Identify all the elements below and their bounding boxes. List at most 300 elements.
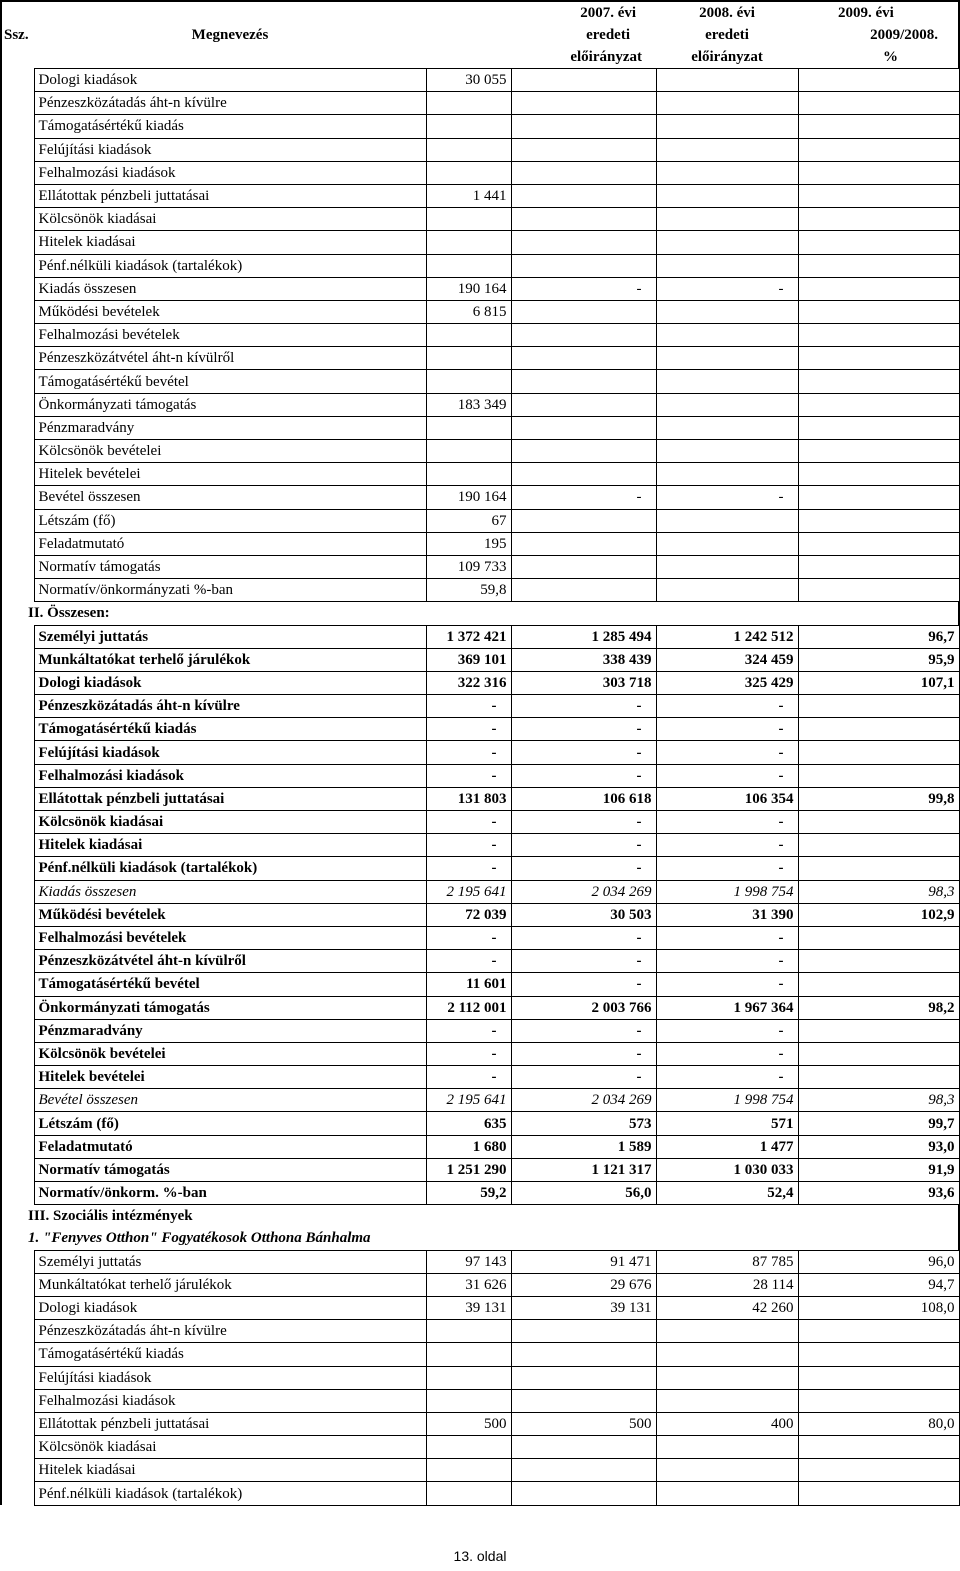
value-pct: 99,7: [798, 1112, 959, 1135]
value-pct: [798, 184, 959, 207]
subsection-title: 1. "Fenyves Otthon" Fogyatékosok Otthona Bánhalma: [1, 1227, 959, 1250]
table-row: [1, 671, 959, 694]
row-index: [1, 208, 34, 231]
table-row: [1, 509, 959, 532]
row-label: Ellátottak pénzbeli juttatásai: [34, 1412, 426, 1435]
row-index: [1, 648, 34, 671]
row-label: Normatív/önkorm. %-ban: [34, 1182, 426, 1205]
value-2009: [656, 1343, 798, 1366]
value-2008: [511, 324, 656, 347]
value-2009: [656, 440, 798, 463]
value-2008: 106 618: [511, 787, 656, 810]
value-2008: [511, 347, 656, 370]
value-pct: [798, 463, 959, 486]
row-label: Ellátottak pénzbeli juttatásai: [34, 787, 426, 810]
value-2007: 369 101: [426, 648, 511, 671]
row-label: Pénf.nélküli kiadások (tartalékok): [34, 1482, 426, 1505]
value-2009: [656, 300, 798, 323]
value-2007: -: [426, 926, 511, 949]
value-2009: [656, 1366, 798, 1389]
row-index: [1, 115, 34, 138]
row-index: [1, 1158, 34, 1181]
row-index: [1, 926, 34, 949]
value-2007: [426, 92, 511, 115]
header-2007-line3: előirányzat: [570, 49, 643, 65]
row-label: Személyi juttatás: [34, 625, 426, 648]
value-2007: [426, 1459, 511, 1482]
table-row: [1, 393, 959, 416]
table-row: [1, 718, 959, 741]
value-2009: -: [656, 857, 798, 880]
value-pct: [798, 231, 959, 254]
value-2007: 322 316: [426, 671, 511, 694]
row-index: [1, 1112, 34, 1135]
row-index: [1, 254, 34, 277]
table-row: [1, 1089, 959, 1112]
value-pct: [798, 926, 959, 949]
value-2007: -: [426, 1019, 511, 1042]
row-label: Feladatmutató: [34, 532, 426, 555]
value-2009: 1 967 364: [656, 996, 798, 1019]
value-2007: 195: [426, 532, 511, 555]
value-2008: 500: [511, 1412, 656, 1435]
header-megnevezes: Megnevezés: [34, 1, 426, 69]
value-2008: 39 131: [511, 1296, 656, 1319]
value-2007: [426, 463, 511, 486]
value-2007: [426, 115, 511, 138]
table-row: [1, 324, 959, 347]
value-2009: -: [656, 811, 798, 834]
value-pct: [798, 973, 959, 996]
value-2008: -: [511, 973, 656, 996]
row-index: [1, 184, 34, 207]
value-pct: [798, 254, 959, 277]
value-pct: 98,2: [798, 996, 959, 1019]
row-label: Felújítási kiadások: [34, 1366, 426, 1389]
value-2009: -: [656, 1019, 798, 1042]
value-2008: [511, 184, 656, 207]
value-pct: [798, 1459, 959, 1482]
table-row: [1, 1227, 959, 1250]
row-label: Dologi kiadások: [34, 1296, 426, 1319]
table-row: [1, 138, 959, 161]
value-2007: 183 349: [426, 393, 511, 416]
value-2009: 1 998 754: [656, 1089, 798, 1112]
row-index: [1, 857, 34, 880]
row-label: Pénzeszközátadás áht-n kívülre: [34, 92, 426, 115]
value-pct: [798, 486, 959, 509]
table-row: [1, 764, 959, 787]
value-2007: 31 626: [426, 1273, 511, 1296]
value-pct: [798, 857, 959, 880]
value-2008: -: [511, 857, 656, 880]
header-2007-line1: 2007. évi: [426, 1, 656, 24]
value-2008: 1 589: [511, 1135, 656, 1158]
table-row: [1, 300, 959, 323]
row-label: Önkormányzati támogatás: [34, 996, 426, 1019]
value-pct: [798, 532, 959, 555]
section-title: III. Szociális intézmények: [1, 1205, 959, 1228]
value-2007: [426, 347, 511, 370]
value-2008: 1 121 317: [511, 1158, 656, 1181]
value-2007: 59,8: [426, 579, 511, 602]
value-2007: 6 815: [426, 300, 511, 323]
row-label: Ellátottak pénzbeli juttatásai: [34, 184, 426, 207]
value-2009: -: [656, 486, 798, 509]
row-index: [1, 1412, 34, 1435]
row-label: Pénzeszközátvétel áht-n kívülről: [34, 950, 426, 973]
row-label: Pénf.nélküli kiadások (tartalékok): [34, 254, 426, 277]
table-row: [1, 1412, 959, 1435]
table-row: [1, 996, 959, 1019]
row-index: [1, 416, 34, 439]
value-2009: -: [656, 695, 798, 718]
value-pct: [798, 115, 959, 138]
row-label: Működési bevételek: [34, 300, 426, 323]
value-2007: [426, 324, 511, 347]
row-index: [1, 92, 34, 115]
row-index: [1, 300, 34, 323]
value-2007: 67: [426, 509, 511, 532]
value-pct: [798, 1343, 959, 1366]
row-index: [1, 579, 34, 602]
value-2008: 2 034 269: [511, 1089, 656, 1112]
value-2007: 635: [426, 1112, 511, 1135]
value-2009: 1 477: [656, 1135, 798, 1158]
value-2007: 190 164: [426, 486, 511, 509]
row-label: Hitelek bevételei: [34, 1066, 426, 1089]
value-2007: 1 441: [426, 184, 511, 207]
value-2009: [656, 463, 798, 486]
value-2007: [426, 1482, 511, 1505]
value-2009: [656, 231, 798, 254]
value-pct: [798, 440, 959, 463]
table-row: [1, 231, 959, 254]
value-2008: [511, 208, 656, 231]
row-label: Felhalmozási kiadások: [34, 764, 426, 787]
value-2009: [656, 138, 798, 161]
value-2008: -: [511, 718, 656, 741]
row-label: Felhalmozási kiadások: [34, 161, 426, 184]
header-2008-line3: előirányzat: [691, 49, 763, 65]
row-index: [1, 880, 34, 903]
value-pct: [798, 92, 959, 115]
value-pct: [798, 370, 959, 393]
value-pct: 93,6: [798, 1182, 959, 1205]
value-2007: 190 164: [426, 277, 511, 300]
value-2009: [656, 115, 798, 138]
table-row: [1, 1042, 959, 1065]
value-pct: [798, 138, 959, 161]
value-2008: [511, 463, 656, 486]
value-2009: 28 114: [656, 1273, 798, 1296]
table-row: [1, 1273, 959, 1296]
table-row: [1, 440, 959, 463]
table-row: [1, 1182, 959, 1205]
value-2008: -: [511, 1066, 656, 1089]
value-pct: 96,7: [798, 625, 959, 648]
value-2008: 1 285 494: [511, 625, 656, 648]
row-label: Kölcsönök bevételei: [34, 440, 426, 463]
value-2008: [511, 509, 656, 532]
row-index: [1, 903, 34, 926]
value-2009: [656, 1389, 798, 1412]
value-2009: [656, 184, 798, 207]
table-row: [1, 555, 959, 578]
row-label: Munkáltatókat terhelő járulékok: [34, 648, 426, 671]
value-2007: [426, 1343, 511, 1366]
row-label: Pénzmaradvány: [34, 1019, 426, 1042]
row-label: Hitelek kiadásai: [34, 1459, 426, 1482]
row-label: Kiadás összesen: [34, 880, 426, 903]
value-2007: -: [426, 718, 511, 741]
value-2007: 1 680: [426, 1135, 511, 1158]
row-label: Hitelek kiadásai: [34, 834, 426, 857]
value-2009: -: [656, 1042, 798, 1065]
table-row: [1, 370, 959, 393]
table-row: [1, 1250, 959, 1273]
value-2009: [656, 370, 798, 393]
table-row: [1, 347, 959, 370]
value-2009: 52,4: [656, 1182, 798, 1205]
row-index: [1, 463, 34, 486]
value-pct: [798, 811, 959, 834]
value-2008: [511, 92, 656, 115]
value-2008: [511, 416, 656, 439]
table-row: [1, 811, 959, 834]
value-2007: [426, 416, 511, 439]
value-2009: [656, 347, 798, 370]
table-row: [1, 532, 959, 555]
row-index: [1, 161, 34, 184]
row-index: [1, 1066, 34, 1089]
value-2007: 2 195 641: [426, 1089, 511, 1112]
value-2009: [656, 1459, 798, 1482]
table-row: [1, 277, 959, 300]
header-2007-line2: eredeti: [586, 27, 631, 43]
value-2007: -: [426, 857, 511, 880]
value-2008: 30 503: [511, 903, 656, 926]
table-row: [1, 695, 959, 718]
value-2009: [656, 1320, 798, 1343]
row-index: [1, 718, 34, 741]
row-label: Felhalmozási bevételek: [34, 926, 426, 949]
value-2007: [426, 138, 511, 161]
value-2008: [511, 300, 656, 323]
value-pct: 108,0: [798, 1296, 959, 1319]
value-2009: [656, 532, 798, 555]
value-2009: 325 429: [656, 671, 798, 694]
table-row: [1, 1436, 959, 1459]
value-2007: [426, 1366, 511, 1389]
header-pct-line1: 2009/2008.: [798, 24, 959, 46]
row-label: Felhalmozási bevételek: [34, 324, 426, 347]
header-2008-line2: eredeti: [705, 27, 749, 43]
value-2009: 42 260: [656, 1296, 798, 1319]
value-2009: [656, 393, 798, 416]
row-index: [1, 393, 34, 416]
header-2009-line1: 2009. évi: [798, 1, 959, 24]
row-index: [1, 996, 34, 1019]
row-index: [1, 1135, 34, 1158]
table-row: [1, 463, 959, 486]
value-2009: 1 030 033: [656, 1158, 798, 1181]
row-index: [1, 787, 34, 810]
value-pct: [798, 718, 959, 741]
table-row: [1, 1019, 959, 1042]
row-index: [1, 1320, 34, 1343]
table-row: [1, 950, 959, 973]
table-row: [1, 1459, 959, 1482]
row-index: [1, 1366, 34, 1389]
value-2007: -: [426, 764, 511, 787]
value-2009: [656, 1482, 798, 1505]
value-2008: [511, 579, 656, 602]
row-index: [1, 277, 34, 300]
value-pct: [798, 393, 959, 416]
value-pct: [798, 208, 959, 231]
value-pct: [798, 579, 959, 602]
row-label: Normatív támogatás: [34, 555, 426, 578]
header-pct-line2: %: [798, 46, 959, 69]
value-pct: [798, 416, 959, 439]
row-index: [1, 555, 34, 578]
row-index: [1, 741, 34, 764]
row-index: [1, 231, 34, 254]
value-2007: [426, 1389, 511, 1412]
value-2008: -: [511, 277, 656, 300]
value-2008: -: [511, 486, 656, 509]
value-pct: [798, 161, 959, 184]
value-2009: -: [656, 741, 798, 764]
value-2007: 72 039: [426, 903, 511, 926]
value-2007: -: [426, 1066, 511, 1089]
row-label: Felújítási kiadások: [34, 741, 426, 764]
value-pct: 95,9: [798, 648, 959, 671]
value-2008: [511, 532, 656, 555]
table-row: [1, 486, 959, 509]
table-row: [1, 208, 959, 231]
section-title: II. Összesen:: [1, 602, 959, 625]
row-index: [1, 1389, 34, 1412]
value-pct: 80,0: [798, 1412, 959, 1435]
table-row: [1, 880, 959, 903]
value-2008: 2 003 766: [511, 996, 656, 1019]
value-pct: 107,1: [798, 671, 959, 694]
row-label: Bevétel összesen: [34, 1089, 426, 1112]
value-2008: -: [511, 811, 656, 834]
value-2007: [426, 1320, 511, 1343]
table-row: [1, 579, 959, 602]
value-2008: [511, 440, 656, 463]
table-row: [1, 787, 959, 810]
row-index: [1, 370, 34, 393]
value-pct: [798, 741, 959, 764]
value-2008: -: [511, 950, 656, 973]
table-row: [1, 1296, 959, 1319]
value-pct: [798, 324, 959, 347]
value-2007: 1 372 421: [426, 625, 511, 648]
value-pct: 94,7: [798, 1273, 959, 1296]
value-2009: [656, 92, 798, 115]
table-row: [1, 115, 959, 138]
value-2009: -: [656, 973, 798, 996]
value-2007: 109 733: [426, 555, 511, 578]
value-2007: -: [426, 1042, 511, 1065]
value-2009: 400: [656, 1412, 798, 1435]
value-pct: 98,3: [798, 1089, 959, 1112]
row-label: Munkáltatókat terhelő járulékok: [34, 1273, 426, 1296]
value-2007: 39 131: [426, 1296, 511, 1319]
table-body: [1, 69, 959, 1506]
row-label: Dologi kiadások: [34, 69, 426, 92]
row-index: [1, 671, 34, 694]
value-2008: 56,0: [511, 1182, 656, 1205]
table-row: [1, 92, 959, 115]
value-2009: [656, 161, 798, 184]
value-2007: 97 143: [426, 1250, 511, 1273]
value-2007: -: [426, 950, 511, 973]
value-2009: [656, 555, 798, 578]
value-2007: [426, 370, 511, 393]
row-index: [1, 1436, 34, 1459]
row-label: Önkormányzati támogatás: [34, 393, 426, 416]
value-pct: [798, 1436, 959, 1459]
row-label: Felújítási kiadások: [34, 138, 426, 161]
value-2007: 500: [426, 1412, 511, 1435]
value-2008: 303 718: [511, 671, 656, 694]
value-2008: 91 471: [511, 1250, 656, 1273]
value-pct: [798, 834, 959, 857]
table-row: [1, 973, 959, 996]
row-label: Működési bevételek: [34, 903, 426, 926]
value-pct: 91,9: [798, 1158, 959, 1181]
row-label: Támogatásértékű kiadás: [34, 115, 426, 138]
value-2008: [511, 1343, 656, 1366]
value-pct: [798, 1482, 959, 1505]
table-row: [1, 1205, 959, 1228]
value-2007: -: [426, 741, 511, 764]
table-row: [1, 741, 959, 764]
row-label: Kölcsönök kiadásai: [34, 811, 426, 834]
row-label: Normatív támogatás: [34, 1158, 426, 1181]
value-2008: -: [511, 1042, 656, 1065]
value-2007: 2 112 001: [426, 996, 511, 1019]
value-2008: [511, 254, 656, 277]
page-number: 13. oldal: [453, 1548, 507, 1564]
value-pct: 96,0: [798, 1250, 959, 1273]
row-index: [1, 1459, 34, 1482]
row-index: [1, 764, 34, 787]
value-2008: [511, 1389, 656, 1412]
value-pct: 98,3: [798, 880, 959, 903]
value-pct: [798, 555, 959, 578]
value-2009: -: [656, 834, 798, 857]
value-2009: [656, 208, 798, 231]
value-2008: [511, 69, 656, 92]
header-ssz: Ssz.: [1, 1, 34, 69]
row-index: [1, 1182, 34, 1205]
value-2008: -: [511, 926, 656, 949]
row-label: Kiadás összesen: [34, 277, 426, 300]
table-row: [1, 625, 959, 648]
value-2007: -: [426, 834, 511, 857]
value-2008: [511, 138, 656, 161]
row-label: Pénzeszközátvétel áht-n kívülről: [34, 347, 426, 370]
table-header: [1, 1, 959, 69]
value-2009: [656, 254, 798, 277]
row-label: Pénzeszközátadás áht-n kívülre: [34, 695, 426, 718]
